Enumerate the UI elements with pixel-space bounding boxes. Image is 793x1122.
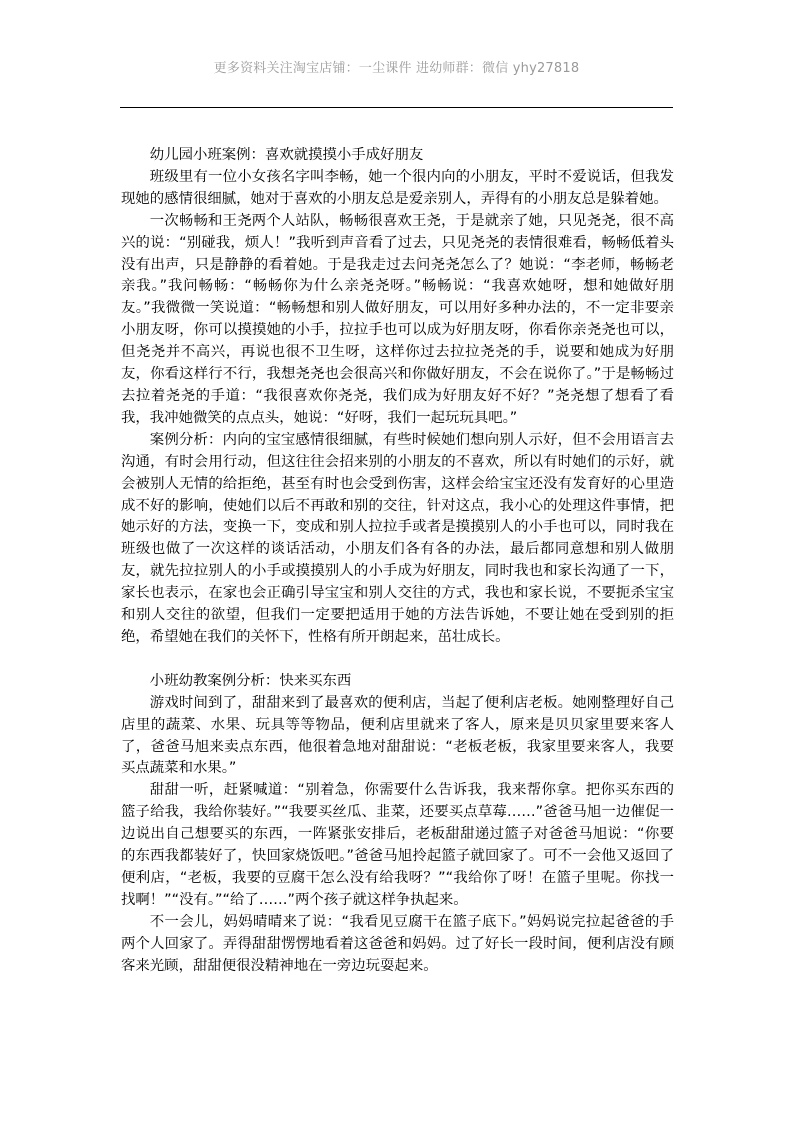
watermark-header: 更多资料关注淘宝店铺：一尘课件 进幼师群：微信 yhy27818 [213,61,580,76]
article-1-paragraph-3: 案例分析：内向的宝宝感情很细腻，有些时候她们想向别人示好，但不会用语言去沟通，有时会用行动，但这往往会招来别的小朋友的不喜欢，所以有时她们的示好，就会被别人无情的给拒绝，甚至有时也会受到伤害，这样会给宝宝还没有发育好的心里造成不好的影响，使她们以后不再敢和别的交往，针对这点，我小心的处理这件事情，把她示好的方法，变换一下，变成和别人拉拉手或者是摸摸别人的小手也可以，同时我在班级也做了一次这样的谈话活动，小朋友们各有各的办法，最后都同意想和别人做朋友，就先拉拉别人的小手或摸摸别人的小手成为好朋友，同时我也和家长沟通了一下，家长也表示，在家也会正确引导宝宝和别人交往的方式，我也和家长说，不要扼杀宝宝和别人交往的欲望，但我们一定要把适用于她的方法告诉她，不要让她在受到别的拒绝，希望她在我们的关怀下，性格有所开朗起来，茁壮成长。 [121,431,674,645]
section-spacer [121,649,674,671]
article-2-paragraph-3: 不一会儿，妈妈晴晴来了说：“我看见豆腐干在篮子底下。”妈妈说完拉起爸爸的手两个人回家了。弄得甜甜愣愣地看着这爸爸和妈妈。过了好长一段时间，便利店没有顾客来光顾，甜甜便很没精神地在一旁边玩耍起来。 [121,913,674,974]
document-body [121,145,674,978]
article-1-paragraph-1: 班级里有一位小女孩名字叫李畅，她一个很内向的小朋友，平时不爱说话，但我发现她的感情很细腻，她对于喜欢的小朋友总是爱亲别人，弄得有的小朋友总是躲着她。 [121,168,674,207]
article-title-1: 幼儿园小班案例：喜欢就摸摸小手成好朋友 [149,147,424,163]
article-title-2: 小班幼教案例分析：快来买东西 [149,672,352,689]
article-1-paragraph-2: 一次畅畅和王尧两个人站队，畅畅很喜欢王尧，于是就亲了她，只见尧尧，很不高兴的说：“别碰我，烦人！”我听到声音看了过去，只见尧尧的表情很难看，畅畅低着头没有出声，只是静静的看着她。于是我走过去问尧尧怎么了？她说：“李老师，畅畅老亲我。”我问畅畅：“畅畅你为什么亲尧尧呀。”畅畅说：“我喜欢她呀，想和她做好朋友。”我微微一笑说道：“畅畅想和别人做好朋友，可以用好多种办法的，不一定非要亲小朋友呀，你可以摸摸她的小手，拉拉手也可以成为好朋友呀，你看你亲尧尧也可以，但尧尧并不高兴，再说也很不卫生呀，这样你过去拉拉尧尧的手，说要和她成为好朋友，你看这样行不行，我想尧尧也会很高兴和你做好朋友，不会在说你了。”于是畅畅过去拉着尧尧的手道：“我很喜欢你尧尧，我们成为好朋友好不好？”尧尧想了想看了看我，我冲她微笑的点点头，她说：“好呀，我们一起玩玩具吧。” [121,212,674,426]
header-divider [120,107,673,108]
article-2-paragraph-1: 游戏时间到了，甜甜来到了最喜欢的便利店，当起了便利店老板。她刚整理好自己店里的蔬菜、水果、玩具等等物品，便利店里就来了客人，原来是贝贝家里要来客人了，爸爸马旭来卖点东西，他很着急地对甜甜说：“老板老板，我家里要来客人，我要买点蔬菜和水果。” [121,694,674,777]
article-2-paragraph-2: 甜甜一听，赶紧喊道：“别着急，你需要什么告诉我，我来帮你拿。把你买东西的篮子给我，我给你装好。”“我要买丝瓜、韭菜，还要买点草莓……”爸爸马旭一边催促一边说出自己想要买的东西，一阵紧张安排后，老板甜甜递过篮子对爸爸马旭说：“你要的东西我都装好了，快回家烧饭吧。”爸爸马旭拎起篮子就回家了。可不一会他又返回了便利店，“老板，我要的豆腐干怎么没有给我呀？”“我给你了呀！在篮子里呢。你找一找啊！”“没有。”“给了……”两个孩子就这样争执起来。 [121,782,674,908]
